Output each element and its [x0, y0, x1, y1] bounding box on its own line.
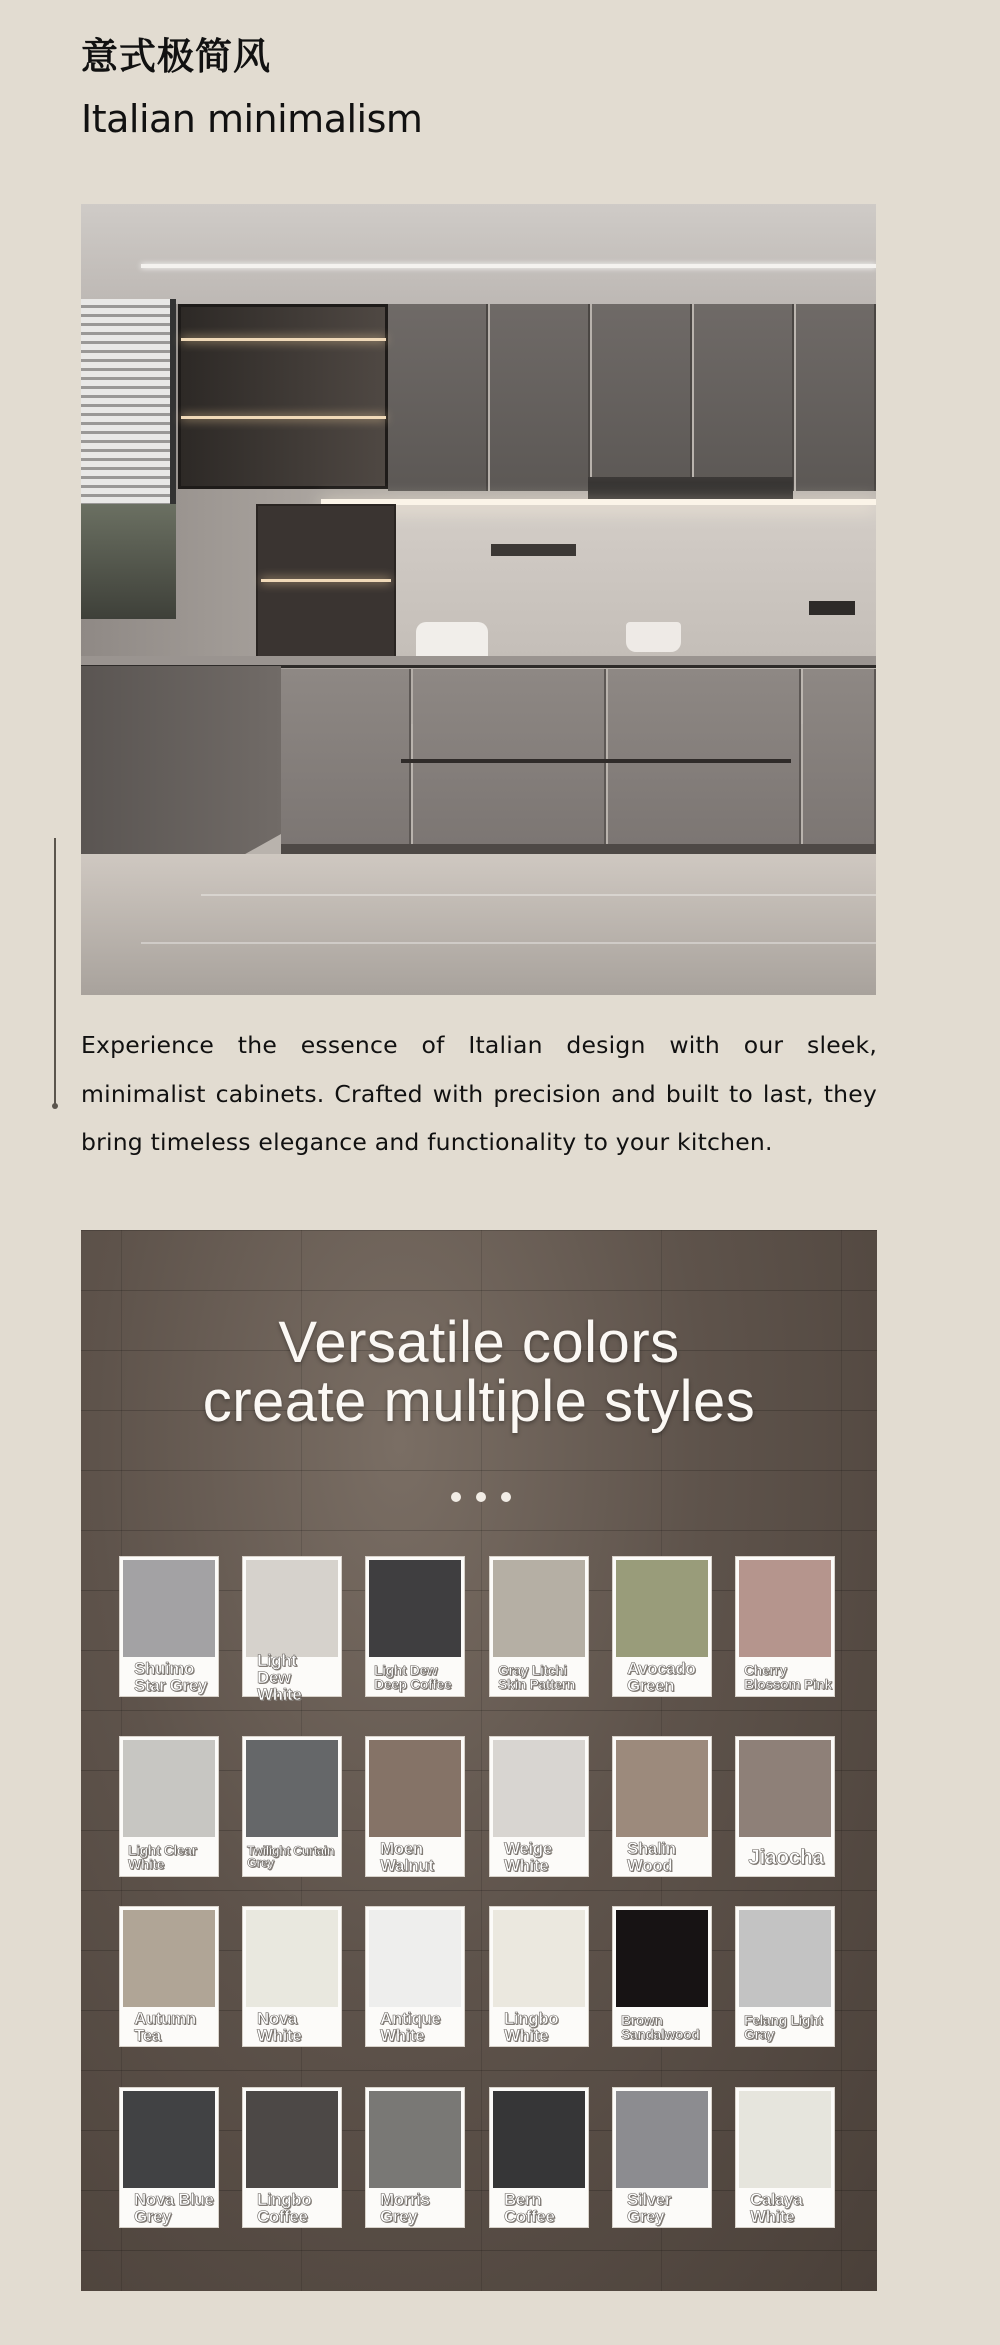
- swatch-label-line: White: [504, 2026, 549, 2045]
- swatch-label-line: Brown: [621, 2012, 663, 2028]
- swatch-label: [740, 1657, 832, 1697]
- color-swatch: [365, 1556, 465, 1697]
- swatch-chip: [493, 2091, 585, 2188]
- color-swatch: [489, 1736, 589, 1877]
- board-title-line1: Versatile colors: [278, 1310, 680, 1375]
- color-swatch: [735, 1906, 835, 2047]
- swatch-label: [617, 2188, 709, 2228]
- swatch-label-line: Grey: [380, 2207, 418, 2226]
- swatch-chip: [616, 1560, 708, 1657]
- swatch-label: [370, 2188, 462, 2228]
- swatch-label-line: Skin Pattern: [498, 1676, 575, 1692]
- swatch-label-line: Gray Litchi: [498, 1662, 567, 1678]
- dot: [476, 1492, 486, 1502]
- swatch-label-line: Moen: [380, 1839, 423, 1858]
- swatch-label: [124, 2188, 216, 2228]
- swatch-label: [124, 2007, 216, 2047]
- swatch-chip: [123, 1740, 215, 1837]
- color-swatch: [735, 1556, 835, 1697]
- color-swatch: [489, 1906, 589, 2047]
- swatch-label: [494, 1657, 586, 1697]
- side-divider: [54, 838, 56, 1106]
- swatch-chip: [369, 1740, 461, 1837]
- swatch-chip: [616, 1740, 708, 1837]
- swatch-chip: [616, 2091, 708, 2188]
- color-swatch: [612, 1556, 712, 1697]
- swatch-label: [247, 2007, 339, 2047]
- swatch-label: [617, 1657, 709, 1697]
- page-title-en: Italian minimalism: [81, 97, 423, 141]
- swatch-chip: [739, 2091, 831, 2188]
- swatch-label-line: Bern: [504, 2190, 542, 2209]
- swatch-label: [247, 1837, 339, 1877]
- swatch-label-line: Cherry: [744, 1662, 787, 1678]
- swatch-label-line: Calaya: [750, 2190, 803, 2209]
- swatch-label: [740, 2188, 832, 2228]
- color-swatch: [612, 1736, 712, 1877]
- color-swatch: [489, 2087, 589, 2228]
- color-swatch: [612, 1906, 712, 2047]
- swatch-label: [124, 1837, 216, 1877]
- swatch-label-line: White: [504, 1856, 549, 1875]
- swatch-label-line: Jiaocha: [748, 1845, 824, 1869]
- swatch-label: [494, 1837, 586, 1877]
- swatch-label-line: Coffee: [257, 2207, 308, 2226]
- swatch-label-line: Grey: [134, 2207, 172, 2226]
- swatch-chip: [616, 1910, 708, 2007]
- swatch-chip: [369, 1560, 461, 1657]
- swatch-chip: [246, 1910, 338, 2007]
- swatch-label-line: Walnut: [380, 1856, 434, 1875]
- swatch-label-line: Light: [257, 1650, 297, 1670]
- swatch-chip: [123, 1910, 215, 2007]
- swatch-label-line: Tea: [134, 2026, 161, 2045]
- swatch-chip: [739, 1740, 831, 1837]
- swatch-label-line: Weige: [504, 1839, 552, 1858]
- swatch-label-line: Coffee: [504, 2207, 555, 2226]
- swatch-label-line: Dew White: [257, 1667, 302, 1704]
- swatch-label-line: Shuimo: [134, 1659, 194, 1678]
- swatch-label: [247, 1650, 339, 1704]
- page-title-cn: 意式极简风: [81, 34, 271, 78]
- color-swatch: [365, 1736, 465, 1877]
- color-swatch: [735, 1736, 835, 1877]
- swatch-label-line: White: [128, 1856, 165, 1872]
- color-swatch: [489, 1556, 589, 1697]
- swatch-label: [494, 2007, 586, 2047]
- swatch-label-line: Star Grey: [134, 1676, 207, 1695]
- swatch-chip: [493, 1740, 585, 1837]
- swatch-label-line: Wood: [627, 1856, 673, 1875]
- swatch-label-line: Light Clear: [128, 1842, 197, 1858]
- color-board: [81, 1230, 877, 2291]
- color-swatch: [365, 2087, 465, 2228]
- swatch-label: [494, 2188, 586, 2228]
- color-swatch: [612, 2087, 712, 2228]
- swatch-chip: [739, 1910, 831, 2007]
- swatch-chip: [493, 1560, 585, 1657]
- swatch-label: [740, 2007, 832, 2047]
- swatch-chip: [246, 2091, 338, 2188]
- color-swatch: [119, 2087, 219, 2228]
- swatch-label-line: Deep Coffee: [374, 1676, 452, 1692]
- swatch-label-line: Silver: [627, 2190, 671, 2209]
- swatch-label-line: Avocado: [627, 1659, 696, 1678]
- swatch-label-line: Blossom Pink: [744, 1676, 832, 1692]
- color-swatch: [119, 1736, 219, 1877]
- swatch-label-line: Nova: [257, 2009, 297, 2028]
- dot: [451, 1492, 461, 1502]
- swatch-label-line: Morris: [380, 2190, 430, 2209]
- dot: [501, 1492, 511, 1502]
- swatch-label-line: Lingbo: [504, 2009, 559, 2028]
- swatch-chip: [246, 1560, 338, 1657]
- swatch-label-line: Light Dew: [374, 1662, 438, 1678]
- swatch-label: [617, 1837, 709, 1877]
- swatch-label-line: Gray: [744, 2026, 775, 2042]
- swatch-label: [370, 2007, 462, 2047]
- swatch-label-line: Sandalwood: [621, 2026, 700, 2042]
- swatch-label-line: White: [750, 2207, 795, 2226]
- swatch-label-line: Twilight Curtain: [247, 1843, 335, 1858]
- swatch-label-line: White: [380, 2026, 425, 2045]
- swatch-label-line: Lingbo: [257, 2190, 312, 2209]
- color-swatch: [365, 1906, 465, 2047]
- pagination-dots: [451, 1492, 511, 1504]
- color-swatch: [119, 1906, 219, 2047]
- swatch-label: [617, 2007, 709, 2047]
- description-paragraph: Experience the essence of Italian design with our sleek, minimalist cabinets. Crafted with precision and built to last, they bring timeless elegance and functionality to your kitchen.: [81, 1031, 877, 1156]
- board-title-line2: create multiple styles: [202, 1369, 756, 1434]
- swatch-label: [370, 1657, 462, 1697]
- swatch-label: [247, 2188, 339, 2228]
- swatch-label-line: Felang Light: [744, 2012, 823, 2028]
- swatch-chip: [123, 1560, 215, 1657]
- swatch-label: [740, 1837, 832, 1877]
- swatch-label-line: Grey: [627, 2207, 665, 2226]
- swatch-label-line: Grey: [247, 1856, 274, 1870]
- swatch-label-line: Shalin: [627, 1839, 676, 1858]
- swatch-label-line: Autumn: [134, 2009, 196, 2028]
- swatch-label-line: Antique: [380, 2009, 441, 2028]
- color-swatch: [242, 1906, 342, 2047]
- color-swatch: [735, 2087, 835, 2228]
- swatch-label-line: Green: [627, 1676, 675, 1695]
- swatch-label-line: Nova Blue: [134, 2190, 214, 2209]
- swatch-label: [370, 1837, 462, 1877]
- color-swatch: [119, 1556, 219, 1697]
- swatch-chip: [123, 2091, 215, 2188]
- swatch-chip: [493, 1910, 585, 2007]
- kitchen-photo: [81, 204, 876, 995]
- color-swatch: [242, 1556, 342, 1704]
- color-swatch: [242, 1736, 342, 1877]
- swatch-chip: [739, 1560, 831, 1657]
- swatch-chip: [246, 1740, 338, 1837]
- swatch-chip: [369, 2091, 461, 2188]
- swatch-chip: [369, 1910, 461, 2007]
- swatch-label: [124, 1657, 216, 1697]
- color-swatch: [242, 2087, 342, 2228]
- swatch-label-line: White: [257, 2026, 302, 2045]
